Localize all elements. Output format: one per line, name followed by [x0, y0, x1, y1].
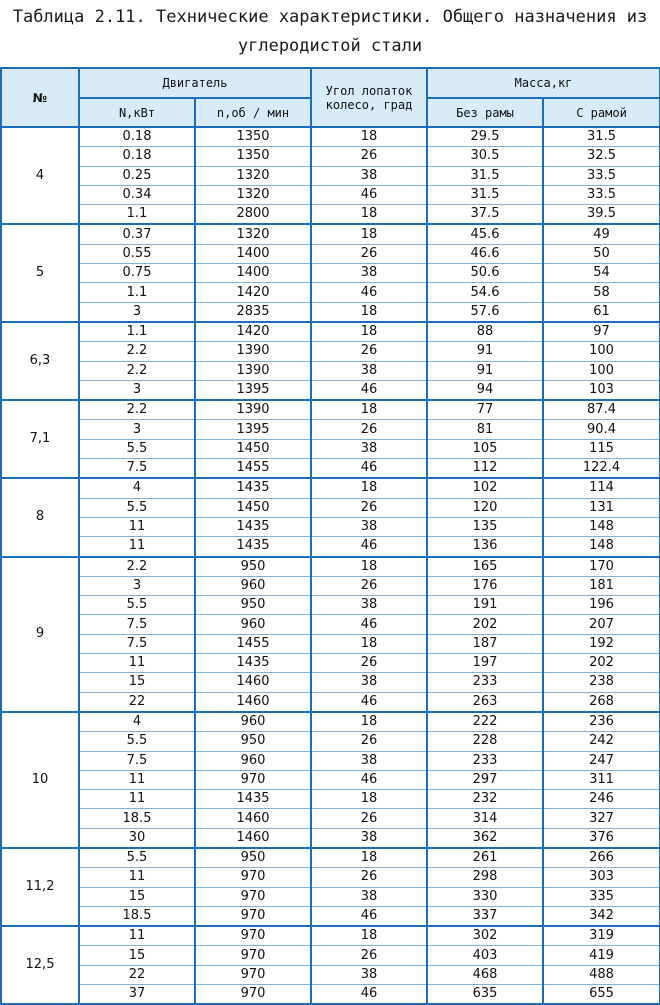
rpm-cell: 970 — [195, 770, 311, 789]
mass-no-frame-cell: 77 — [427, 400, 543, 420]
power-cell: 0.18 — [79, 127, 195, 147]
table-row — [1, 906, 660, 926]
rpm-cell: 1460 — [195, 673, 311, 692]
angle-cell: 38 — [311, 596, 427, 615]
angle-cell: 38 — [311, 887, 427, 906]
angle-cell: 38 — [311, 673, 427, 692]
rpm-cell: 1350 — [195, 127, 311, 147]
mass-no-frame-cell: 297 — [427, 770, 543, 789]
angle-cell: 38 — [311, 965, 427, 984]
rpm-cell: 1400 — [195, 264, 311, 283]
angle-cell: 46 — [311, 185, 427, 204]
rpm-cell: 960 — [195, 751, 311, 770]
rpm-cell: 1450 — [195, 498, 311, 517]
table-row — [1, 244, 660, 263]
power-cell: 11 — [79, 790, 195, 809]
rpm-cell: 1420 — [195, 283, 311, 302]
table-row — [1, 166, 660, 185]
table-row — [1, 400, 660, 420]
mass-with-frame-cell: 303 — [543, 868, 660, 887]
mass-with-frame-cell: 87.4 — [543, 400, 660, 420]
mass-no-frame-cell: 403 — [427, 946, 543, 965]
header-rpm: n,об / мин — [195, 98, 311, 127]
rpm-cell: 2800 — [195, 205, 311, 225]
table-row — [1, 342, 660, 361]
angle-cell: 26 — [311, 498, 427, 517]
mass-with-frame-cell: 50 — [543, 244, 660, 263]
rpm-cell: 1390 — [195, 361, 311, 380]
mass-no-frame-cell: 136 — [427, 537, 543, 557]
mass-with-frame-cell: 207 — [543, 615, 660, 634]
table-row — [1, 965, 660, 984]
mass-no-frame-cell: 50.6 — [427, 264, 543, 283]
mass-with-frame-cell: 247 — [543, 751, 660, 770]
power-cell: 11 — [79, 868, 195, 887]
rpm-cell: 1435 — [195, 537, 311, 557]
mass-with-frame-cell: 122.4 — [543, 459, 660, 479]
angle-cell: 26 — [311, 732, 427, 751]
angle-cell: 26 — [311, 342, 427, 361]
angle-cell: 46 — [311, 380, 427, 400]
mass-with-frame-cell: 100 — [543, 342, 660, 361]
table-row — [1, 420, 660, 439]
mass-with-frame-cell: 148 — [543, 517, 660, 536]
table-row — [1, 634, 660, 653]
fan-number-cell: 5 — [1, 224, 79, 321]
power-cell: 15 — [79, 946, 195, 965]
mass-no-frame-cell: 88 — [427, 322, 543, 342]
mass-with-frame-cell: 655 — [543, 985, 660, 1005]
caption-line-1: Таблица 2.11. Технические характеристики. Общего назначения из — [12, 7, 648, 27]
table-row — [1, 809, 660, 828]
angle-cell: 38 — [311, 751, 427, 770]
rpm-cell: 1435 — [195, 478, 311, 498]
rpm-cell: 2835 — [195, 302, 311, 322]
header-angle: Угол лопаток колесо, град — [311, 68, 427, 127]
table-row — [1, 712, 660, 732]
mass-no-frame-cell: 263 — [427, 692, 543, 712]
mass-with-frame-cell: 327 — [543, 809, 660, 828]
mass-no-frame-cell: 233 — [427, 751, 543, 770]
angle-cell: 46 — [311, 283, 427, 302]
rpm-cell: 1400 — [195, 244, 311, 263]
power-cell: 5.5 — [79, 848, 195, 868]
rpm-cell: 970 — [195, 946, 311, 965]
header-mass: Масса,кг — [427, 68, 660, 98]
mass-with-frame-cell: 335 — [543, 887, 660, 906]
angle-cell: 18 — [311, 224, 427, 244]
power-cell: 30 — [79, 828, 195, 848]
header-num: № — [1, 68, 79, 127]
power-cell: 3 — [79, 302, 195, 322]
mass-no-frame-cell: 232 — [427, 790, 543, 809]
mass-no-frame-cell: 330 — [427, 887, 543, 906]
angle-cell: 26 — [311, 809, 427, 828]
table-header — [1, 68, 660, 127]
mass-with-frame-cell: 39.5 — [543, 205, 660, 225]
mass-with-frame-cell: 61 — [543, 302, 660, 322]
table-row — [1, 127, 660, 147]
mass-no-frame-cell: 57.6 — [427, 302, 543, 322]
table-row — [1, 205, 660, 225]
table-row — [1, 828, 660, 848]
rpm-cell: 1455 — [195, 459, 311, 479]
power-cell: 15 — [79, 673, 195, 692]
angle-cell: 46 — [311, 615, 427, 634]
mass-no-frame-cell: 54.6 — [427, 283, 543, 302]
mass-with-frame-cell: 376 — [543, 828, 660, 848]
table-row — [1, 380, 660, 400]
rpm-cell: 970 — [195, 985, 311, 1005]
power-cell: 2.2 — [79, 342, 195, 361]
angle-cell: 38 — [311, 264, 427, 283]
caption-line-2: углеродистой стали — [237, 36, 423, 56]
mass-no-frame-cell: 314 — [427, 809, 543, 828]
angle-cell: 46 — [311, 537, 427, 557]
angle-cell: 38 — [311, 439, 427, 458]
table-row — [1, 985, 660, 1005]
rpm-cell: 1455 — [195, 634, 311, 653]
rpm-cell: 1435 — [195, 790, 311, 809]
table-row — [1, 478, 660, 498]
power-cell: 2.2 — [79, 400, 195, 420]
angle-cell: 46 — [311, 770, 427, 789]
rpm-cell: 960 — [195, 712, 311, 732]
mass-no-frame-cell: 91 — [427, 342, 543, 361]
rpm-cell: 1320 — [195, 166, 311, 185]
mass-no-frame-cell: 120 — [427, 498, 543, 517]
table-row — [1, 596, 660, 615]
mass-with-frame-cell: 342 — [543, 906, 660, 926]
angle-cell: 18 — [311, 790, 427, 809]
rpm-cell: 1320 — [195, 185, 311, 204]
header-no-frame: Без рамы — [427, 98, 543, 127]
table-row — [1, 770, 660, 789]
table-row — [1, 576, 660, 595]
angle-cell: 26 — [311, 576, 427, 595]
mass-no-frame-cell: 298 — [427, 868, 543, 887]
mass-no-frame-cell: 165 — [427, 557, 543, 577]
mass-with-frame-cell: 33.5 — [543, 166, 660, 185]
mass-no-frame-cell: 31.5 — [427, 166, 543, 185]
mass-no-frame-cell: 94 — [427, 380, 543, 400]
mass-with-frame-cell: 100 — [543, 361, 660, 380]
angle-cell: 26 — [311, 147, 427, 166]
table-row — [1, 926, 660, 946]
rpm-cell: 1435 — [195, 654, 311, 673]
mass-no-frame-cell: 102 — [427, 478, 543, 498]
power-cell: 0.37 — [79, 224, 195, 244]
table-row — [1, 790, 660, 809]
mass-no-frame-cell: 105 — [427, 439, 543, 458]
mass-no-frame-cell: 187 — [427, 634, 543, 653]
mass-with-frame-cell: 196 — [543, 596, 660, 615]
fan-number-cell: 9 — [1, 557, 79, 712]
header-engine: Двигатель — [79, 68, 311, 98]
mass-with-frame-cell: 488 — [543, 965, 660, 984]
angle-cell: 18 — [311, 302, 427, 322]
rpm-cell: 1460 — [195, 809, 311, 828]
power-cell: 11 — [79, 537, 195, 557]
power-cell: 2.2 — [79, 361, 195, 380]
mass-with-frame-cell: 49 — [543, 224, 660, 244]
mass-no-frame-cell: 46.6 — [427, 244, 543, 263]
angle-cell: 26 — [311, 244, 427, 263]
table-row — [1, 361, 660, 380]
power-cell: 11 — [79, 926, 195, 946]
mass-with-frame-cell: 32.5 — [543, 147, 660, 166]
rpm-cell: 970 — [195, 887, 311, 906]
power-cell: 37 — [79, 985, 195, 1005]
mass-no-frame-cell: 228 — [427, 732, 543, 751]
table-row — [1, 537, 660, 557]
table-row — [1, 848, 660, 868]
power-cell: 4 — [79, 712, 195, 732]
power-cell: 5.5 — [79, 596, 195, 615]
mass-with-frame-cell: 242 — [543, 732, 660, 751]
rpm-cell: 950 — [195, 848, 311, 868]
angle-cell: 38 — [311, 361, 427, 380]
mass-no-frame-cell: 635 — [427, 985, 543, 1005]
rpm-cell: 1320 — [195, 224, 311, 244]
mass-with-frame-cell: 238 — [543, 673, 660, 692]
power-cell: 5.5 — [79, 439, 195, 458]
angle-cell: 26 — [311, 654, 427, 673]
angle-cell: 26 — [311, 868, 427, 887]
table-caption — [0, 0, 660, 61]
angle-cell: 46 — [311, 985, 427, 1005]
angle-cell: 18 — [311, 127, 427, 147]
power-cell: 18.5 — [79, 906, 195, 926]
mass-with-frame-cell: 170 — [543, 557, 660, 577]
mass-no-frame-cell: 302 — [427, 926, 543, 946]
power-cell: 1.1 — [79, 322, 195, 342]
fan-number-cell: 10 — [1, 712, 79, 848]
angle-cell: 46 — [311, 906, 427, 926]
power-cell: 11 — [79, 654, 195, 673]
table-row — [1, 322, 660, 342]
rpm-cell: 1435 — [195, 517, 311, 536]
mass-no-frame-cell: 135 — [427, 517, 543, 536]
mass-no-frame-cell: 337 — [427, 906, 543, 926]
power-cell: 1.1 — [79, 205, 195, 225]
table-row — [1, 459, 660, 479]
rpm-cell: 1460 — [195, 692, 311, 712]
power-cell: 7.5 — [79, 751, 195, 770]
rpm-cell: 1390 — [195, 400, 311, 420]
power-cell: 5.5 — [79, 732, 195, 751]
rpm-cell: 970 — [195, 965, 311, 984]
table-row — [1, 283, 660, 302]
mass-with-frame-cell: 33.5 — [543, 185, 660, 204]
mass-with-frame-cell: 54 — [543, 264, 660, 283]
table-row — [1, 557, 660, 577]
mass-with-frame-cell: 31.5 — [543, 127, 660, 147]
mass-no-frame-cell: 202 — [427, 615, 543, 634]
angle-cell: 18 — [311, 712, 427, 732]
angle-cell: 18 — [311, 848, 427, 868]
power-cell: 5.5 — [79, 498, 195, 517]
mass-with-frame-cell: 192 — [543, 634, 660, 653]
rpm-cell: 1450 — [195, 439, 311, 458]
specs-table — [0, 67, 660, 1005]
angle-cell: 26 — [311, 946, 427, 965]
power-cell: 18.5 — [79, 809, 195, 828]
fan-number-cell: 7,1 — [1, 400, 79, 478]
rpm-cell: 1350 — [195, 147, 311, 166]
mass-no-frame-cell: 45.6 — [427, 224, 543, 244]
angle-cell: 18 — [311, 205, 427, 225]
rpm-cell: 950 — [195, 557, 311, 577]
table-row — [1, 517, 660, 536]
mass-with-frame-cell: 115 — [543, 439, 660, 458]
power-cell: 3 — [79, 380, 195, 400]
power-cell: 22 — [79, 692, 195, 712]
mass-no-frame-cell: 176 — [427, 576, 543, 595]
table-row — [1, 654, 660, 673]
power-cell: 11 — [79, 770, 195, 789]
mass-with-frame-cell: 114 — [543, 478, 660, 498]
mass-with-frame-cell: 148 — [543, 537, 660, 557]
fan-number-cell: 12,5 — [1, 926, 79, 1004]
power-cell: 7.5 — [79, 634, 195, 653]
table-row — [1, 751, 660, 770]
header-with-frame: С рамой — [543, 98, 660, 127]
angle-cell: 18 — [311, 400, 427, 420]
table-row — [1, 439, 660, 458]
rpm-cell: 960 — [195, 615, 311, 634]
power-cell: 0.34 — [79, 185, 195, 204]
table-row — [1, 185, 660, 204]
mass-no-frame-cell: 112 — [427, 459, 543, 479]
table-row — [1, 224, 660, 244]
rpm-cell: 1460 — [195, 828, 311, 848]
rpm-cell: 960 — [195, 576, 311, 595]
table-row — [1, 673, 660, 692]
rpm-cell: 970 — [195, 906, 311, 926]
rpm-cell: 1395 — [195, 380, 311, 400]
rpm-cell: 1395 — [195, 420, 311, 439]
angle-cell: 18 — [311, 322, 427, 342]
power-cell: 7.5 — [79, 615, 195, 634]
mass-no-frame-cell: 197 — [427, 654, 543, 673]
rpm-cell: 950 — [195, 596, 311, 615]
table-row — [1, 692, 660, 712]
angle-cell: 18 — [311, 478, 427, 498]
table-row — [1, 615, 660, 634]
mass-no-frame-cell: 191 — [427, 596, 543, 615]
table-row — [1, 302, 660, 322]
mass-with-frame-cell: 181 — [543, 576, 660, 595]
power-cell: 11 — [79, 517, 195, 536]
mass-no-frame-cell: 37.5 — [427, 205, 543, 225]
mass-no-frame-cell: 30.5 — [427, 147, 543, 166]
mass-with-frame-cell: 268 — [543, 692, 660, 712]
mass-with-frame-cell: 236 — [543, 712, 660, 732]
rpm-cell: 1420 — [195, 322, 311, 342]
mass-no-frame-cell: 468 — [427, 965, 543, 984]
power-cell: 0.25 — [79, 166, 195, 185]
mass-no-frame-cell: 29.5 — [427, 127, 543, 147]
power-cell: 4 — [79, 478, 195, 498]
power-cell: 2.2 — [79, 557, 195, 577]
mass-with-frame-cell: 90.4 — [543, 420, 660, 439]
mass-no-frame-cell: 91 — [427, 361, 543, 380]
power-cell: 0.75 — [79, 264, 195, 283]
mass-no-frame-cell: 31.5 — [427, 185, 543, 204]
mass-no-frame-cell: 222 — [427, 712, 543, 732]
mass-with-frame-cell: 266 — [543, 848, 660, 868]
table-row — [1, 147, 660, 166]
table-row — [1, 498, 660, 517]
power-cell: 3 — [79, 576, 195, 595]
power-cell: 15 — [79, 887, 195, 906]
angle-cell: 38 — [311, 517, 427, 536]
mass-with-frame-cell: 58 — [543, 283, 660, 302]
power-cell: 22 — [79, 965, 195, 984]
angle-cell: 46 — [311, 692, 427, 712]
header-power: N,кВт — [79, 98, 195, 127]
table-row — [1, 868, 660, 887]
mass-no-frame-cell: 233 — [427, 673, 543, 692]
fan-number-cell: 4 — [1, 127, 79, 224]
mass-with-frame-cell: 202 — [543, 654, 660, 673]
table-row — [1, 732, 660, 751]
mass-with-frame-cell: 131 — [543, 498, 660, 517]
mass-no-frame-cell: 81 — [427, 420, 543, 439]
mass-with-frame-cell: 419 — [543, 946, 660, 965]
power-cell: 7.5 — [79, 459, 195, 479]
mass-with-frame-cell: 319 — [543, 926, 660, 946]
angle-cell: 18 — [311, 926, 427, 946]
power-cell: 0.55 — [79, 244, 195, 263]
angle-cell: 18 — [311, 557, 427, 577]
table-body — [1, 127, 660, 1004]
angle-cell: 26 — [311, 420, 427, 439]
mass-with-frame-cell: 97 — [543, 322, 660, 342]
power-cell: 1.1 — [79, 283, 195, 302]
rpm-cell: 970 — [195, 868, 311, 887]
angle-cell: 38 — [311, 166, 427, 185]
fan-number-cell: 6,3 — [1, 322, 79, 400]
rpm-cell: 1390 — [195, 342, 311, 361]
power-cell: 3 — [79, 420, 195, 439]
mass-no-frame-cell: 362 — [427, 828, 543, 848]
mass-no-frame-cell: 261 — [427, 848, 543, 868]
mass-with-frame-cell: 246 — [543, 790, 660, 809]
rpm-cell: 970 — [195, 926, 311, 946]
fan-number-cell: 8 — [1, 478, 79, 556]
rpm-cell: 950 — [195, 732, 311, 751]
table-row — [1, 887, 660, 906]
angle-cell: 46 — [311, 459, 427, 479]
table-row — [1, 946, 660, 965]
mass-with-frame-cell: 103 — [543, 380, 660, 400]
angle-cell: 18 — [311, 634, 427, 653]
fan-number-cell: 11,2 — [1, 848, 79, 926]
angle-cell: 38 — [311, 828, 427, 848]
mass-with-frame-cell: 311 — [543, 770, 660, 789]
table-row — [1, 264, 660, 283]
power-cell: 0.18 — [79, 147, 195, 166]
